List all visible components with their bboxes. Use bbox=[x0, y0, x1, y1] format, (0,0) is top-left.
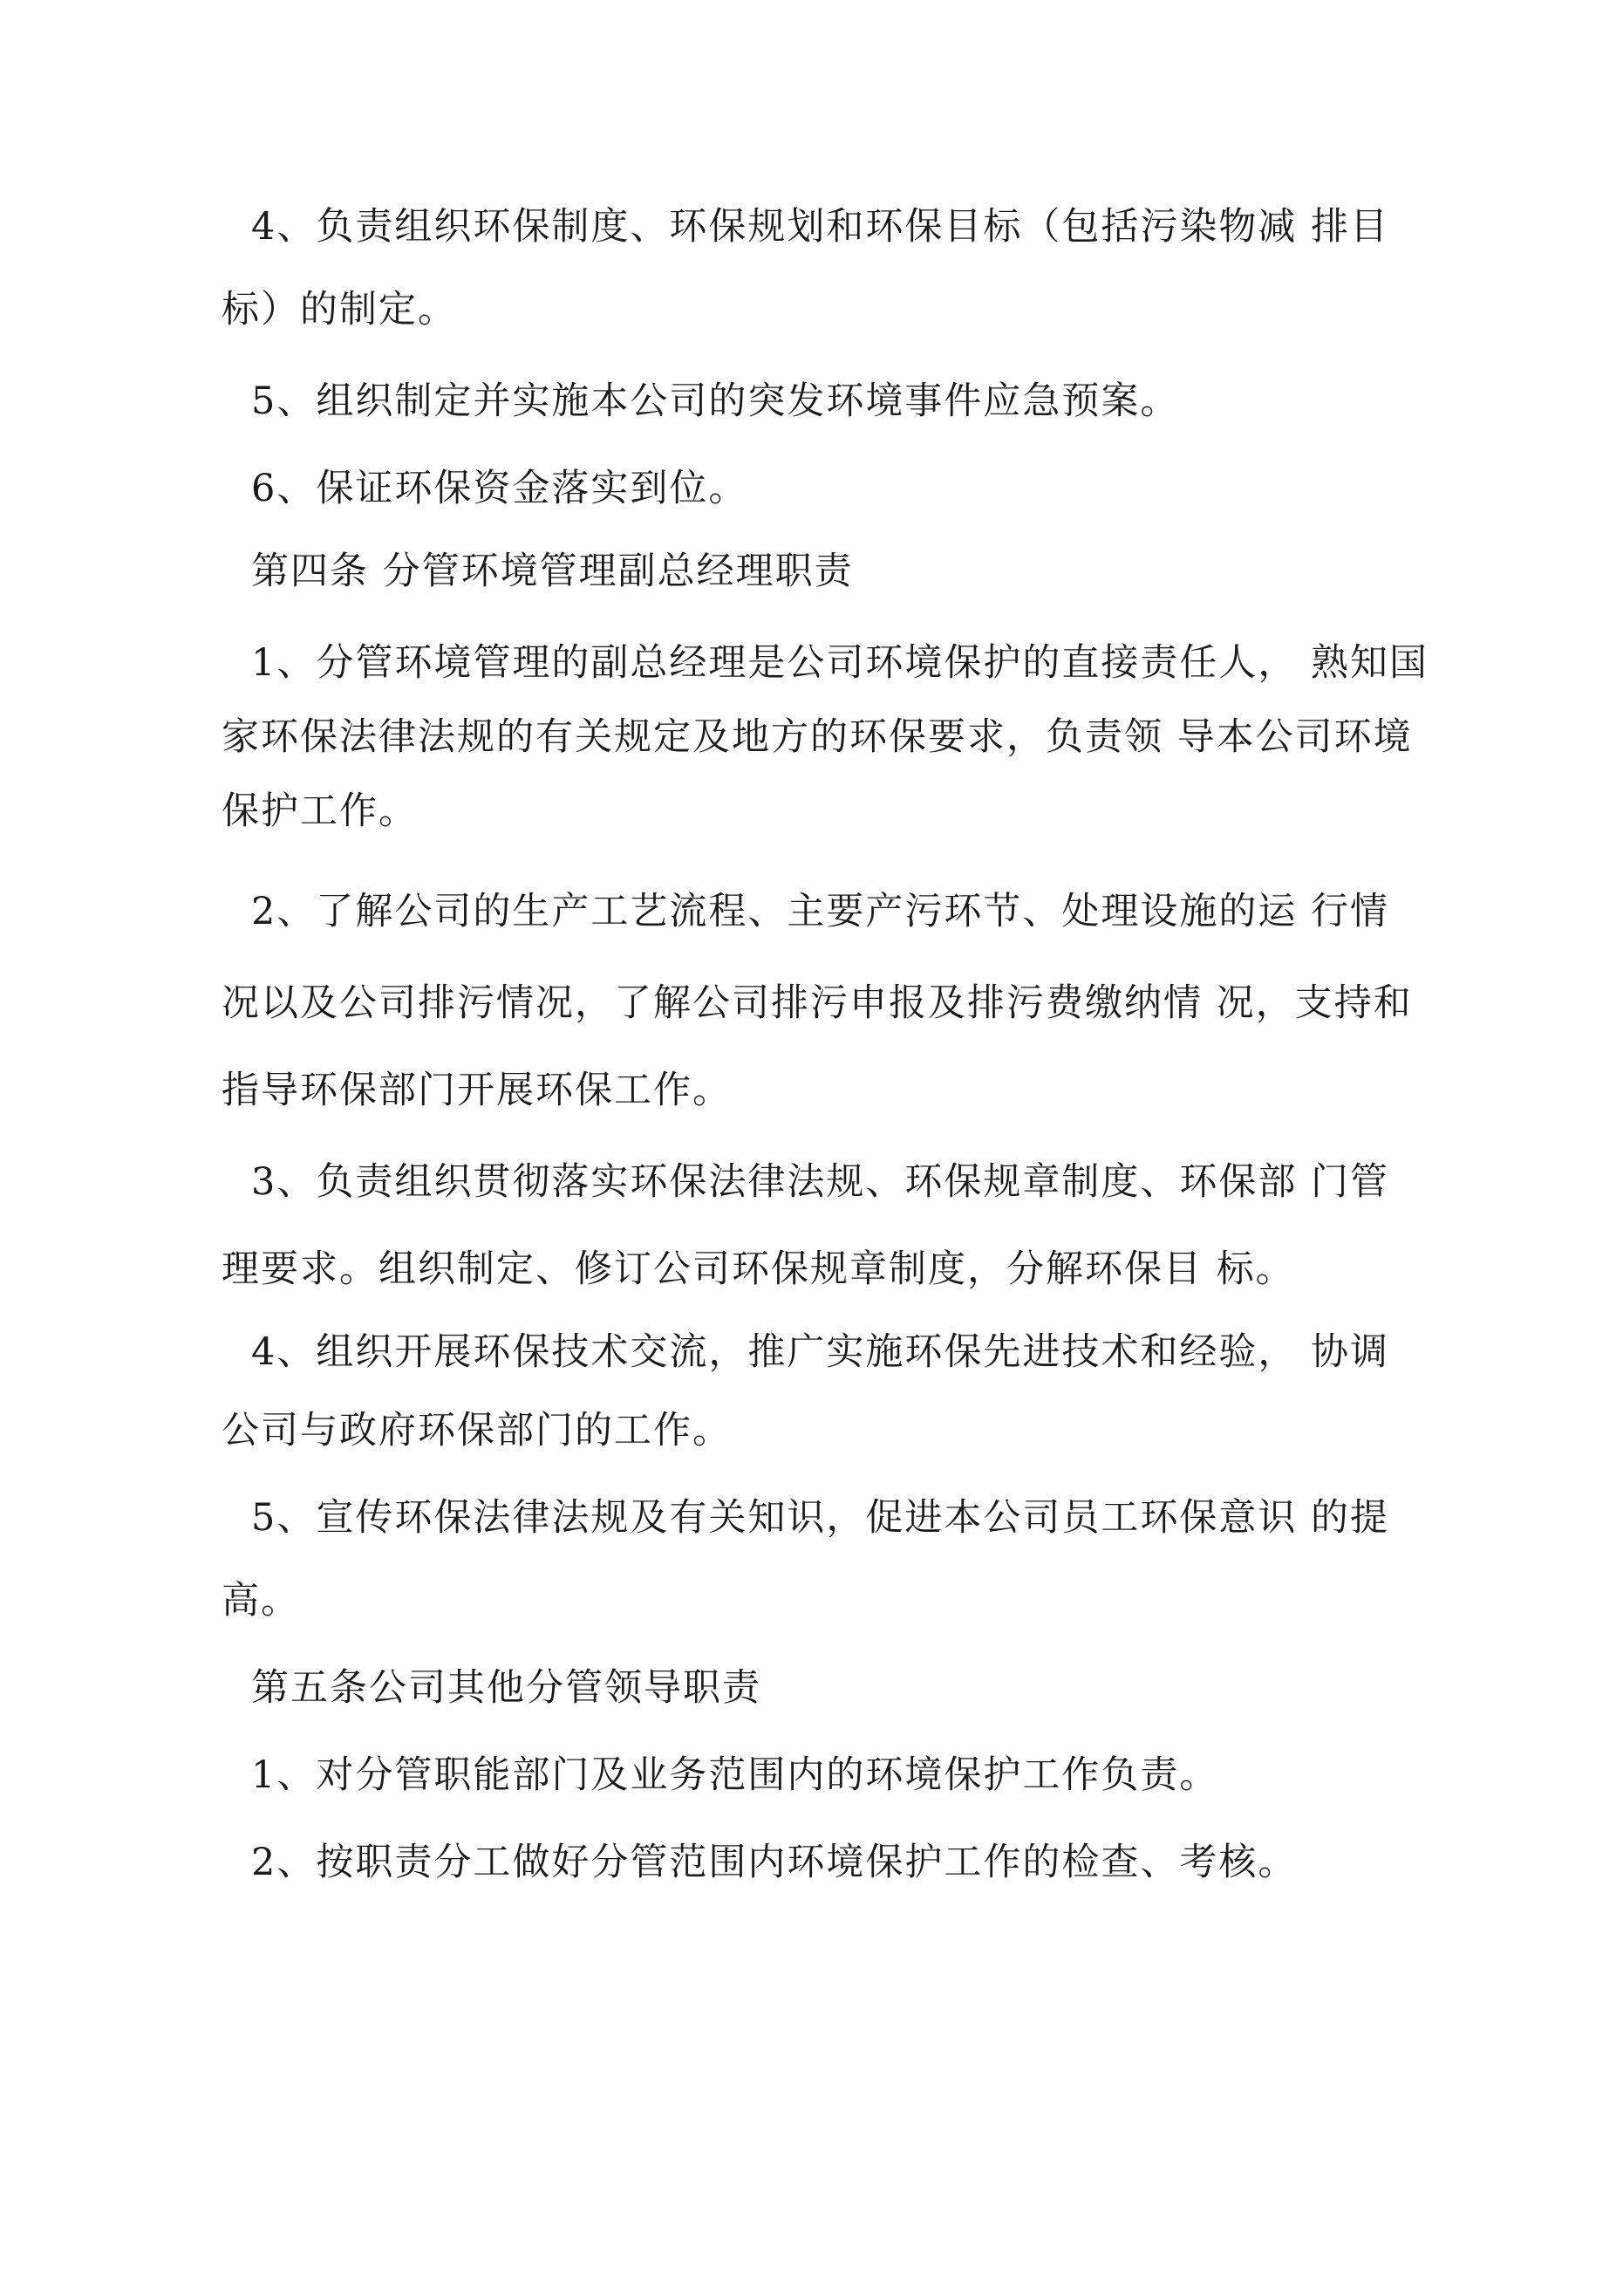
text-line: 2、按职责分工做好分管范围内环境保护工作的检查、考核。 bbox=[251, 1841, 1298, 1884]
text-line: 1、分管环境管理的副总经理是公司环境保护的直接责任人， 熟知国 bbox=[251, 641, 1429, 685]
text-line: 标）的制定。 bbox=[222, 288, 457, 331]
text-line: 高。 bbox=[222, 1579, 300, 1623]
text-line: 3、负责组织贯彻落实环保法律法规、环保规章制度、环保部 门管 bbox=[251, 1160, 1390, 1204]
text-line: 4、组织开展环保技术交流，推广实施环保先进技术和经验， 协调 bbox=[251, 1330, 1390, 1374]
text-line: 指导环保部门开展环保工作。 bbox=[222, 1069, 732, 1112]
text-line: 2、了解公司的生产工艺流程、主要产污环节、处理设施的运 行情 bbox=[251, 890, 1390, 933]
section-heading: 第五条公司其他分管领导职责 bbox=[251, 1666, 761, 1710]
text-line: 1、对分管职能部门及业务范围内的环境保护工作负责。 bbox=[251, 1753, 1219, 1797]
text-line: 家环保法律法规的有关规定及地方的环保要求，负责领 导本公司环境 bbox=[222, 715, 1413, 759]
text-line: 6、保证环保资金落实到位。 bbox=[251, 467, 748, 510]
section-heading: 第四条 分管环境管理副总经理职责 bbox=[251, 550, 854, 593]
text-line: 4、负责组织环保制度、环保规划和环保目标（包括污染物减 排目 bbox=[251, 205, 1390, 249]
text-line: 保护工作。 bbox=[222, 789, 418, 833]
text-line: 5、组织制定并实施本公司的突发环境事件应急预案。 bbox=[251, 379, 1180, 423]
text-line: 况以及公司排污情况，了解公司排污申报及排污费缴纳情 况，支持和 bbox=[222, 981, 1413, 1025]
text-line: 公司与政府环保部门的工作。 bbox=[222, 1409, 732, 1452]
text-line: 理要求。组织制定、修订公司环保规章制度，分解环保目 标。 bbox=[222, 1247, 1295, 1291]
text-line: 5、宣传环保法律法规及有关知识，促进本公司员工环保意识 的提 bbox=[251, 1496, 1390, 1540]
